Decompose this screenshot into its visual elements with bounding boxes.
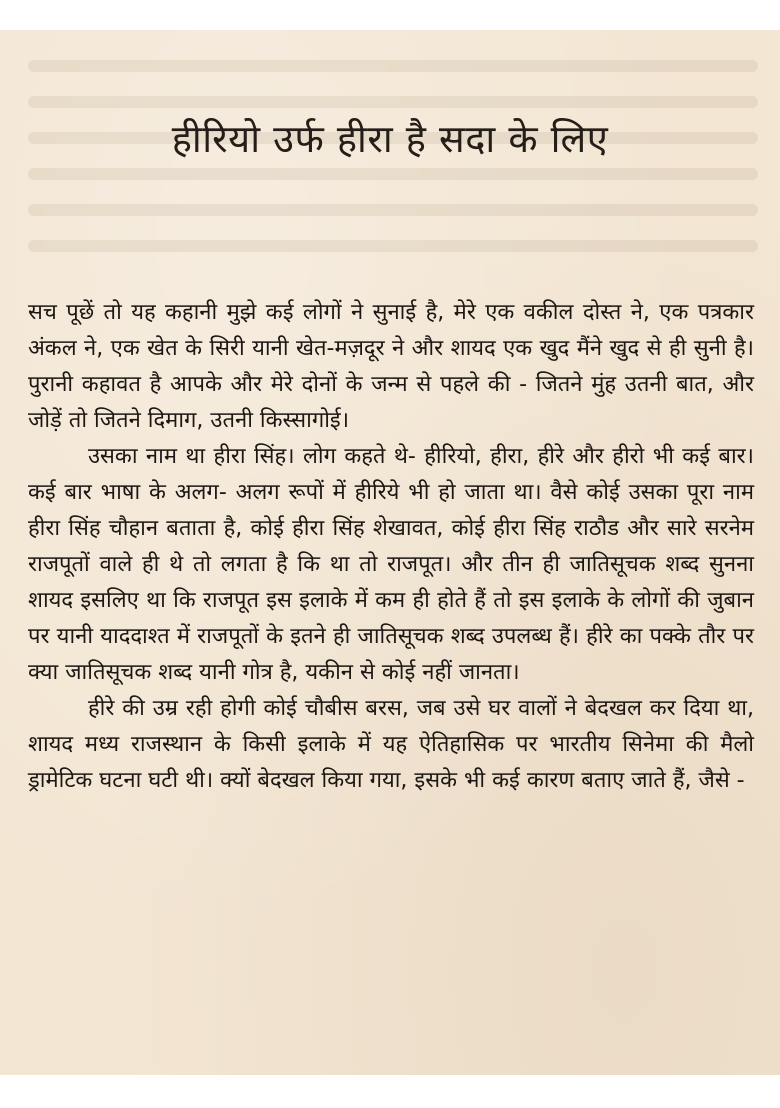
chapter-title: हीरियो उर्फ हीरा है सदा के लिए bbox=[171, 117, 609, 161]
paragraph: उसका नाम था हीरा सिंह। लोग कहते थे- हीरियो, हीरा, हीरे और हीरो भी कई बार। कई बार भाषा के अलग- अलग रूपों में हीरिये भी हो जाता था। वैसे कोई उसका पूरा नाम हीरा सिंह चौहान बताता है, कोई हीरा सिंह शेखावत, कोई हीरा सिंह राठौड और सारे सरनेम राजपूतों वाले ही थे तो लगता है कि था तो राजपूत। और तीन ही जातिसूचक शब्द सुनना शायद इसलिए था कि राजपूत इस इलाके में कम ही होते हैं तो इस इलाके के लोगों की जुबान पर यानी याददाश्त में राजपूतों के इतने ही जातिसूचक शब्द उपलब्ध हैं। हीरे का पक्के तौर पर क्या जातिसूचक शब्द यानी गोत्र है, यकीन से कोई नहीं जानता। bbox=[28, 444, 754, 685]
paragraph: हीरे की उम्र रही होगी कोई चौबीस बरस, जब उसे घर वालों ने बेदखल कर दिया था, शायद मध्य राजस्थान के किसी इलाके में यह ऐतिहासिक पर भारतीय सिनेमा की मैलो ड्रामेटिक घटना घटी थी। क्यों बेदखल किया गया, इसके भी कई कारण बताए जाते हैं, जैसे - bbox=[28, 696, 754, 793]
show-through-line bbox=[28, 60, 758, 72]
story-body bbox=[28, 295, 754, 799]
book-page bbox=[0, 30, 780, 1075]
show-through-line bbox=[28, 168, 758, 180]
show-through-line bbox=[28, 240, 758, 252]
show-through-line bbox=[28, 204, 758, 216]
show-through-line bbox=[28, 96, 758, 108]
paragraph: सच पूछें तो यह कहानी मुझे कई लोगों ने सुनाई है, मेरे एक वकील दोस्त ने, एक पत्रकार अंकल ने, एक खेत के सिरी यानी खेत-मज़दूर ने और शायद एक खुद मैंने खुद से ही सुनी है। पुरानी कहावत है आपके और मेरे दोनों के जन्म से पहले की - जितने मुंह उतनी बात, और जोड़ें तो जितने दिमाग, उतनी किस्सागोई। bbox=[28, 300, 754, 433]
